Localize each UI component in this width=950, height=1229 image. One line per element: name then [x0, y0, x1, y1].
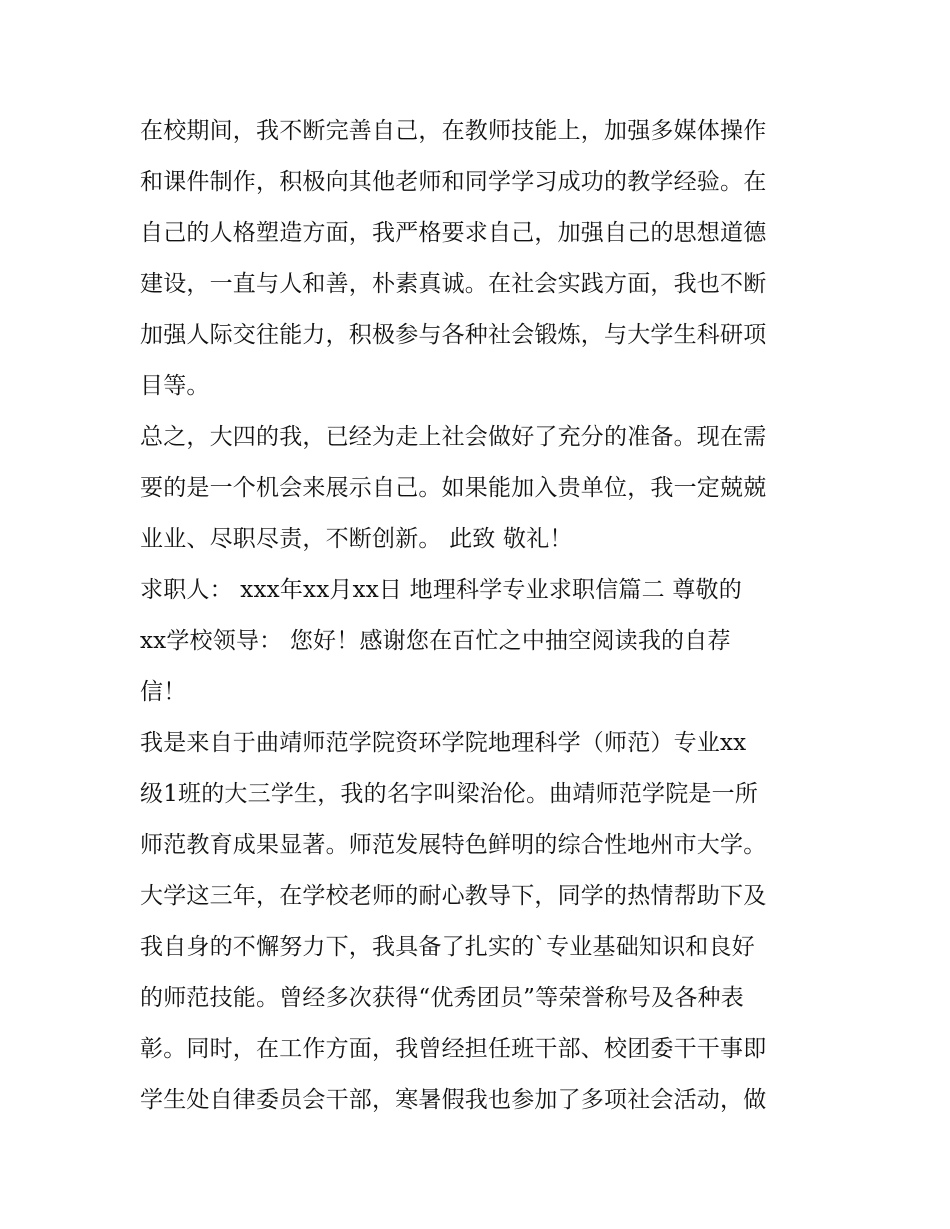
text-line: 级1班的大三学生，我的名字叫梁治伦。曲靖师范学院是一所	[140, 781, 759, 807]
text-line: 在校期间，我不断完善自己，在教师技能上，加强多媒体操作	[140, 118, 767, 144]
text-line: 和课件制作，积极向其他老师和同学学习成功的教学经验。在	[140, 169, 767, 195]
text-line: 建设，一直与人和善，朴素真诚。在社会实践方面，我也不断	[140, 271, 767, 297]
text-line: xx学校领导： 您好！感谢您在百忙之中抽空阅读我的自荐	[140, 628, 731, 654]
text-line: 目等。	[140, 373, 210, 399]
text-line: 彰。同时，在工作方面，我曾经担任班干部、校团委干干事即	[140, 1036, 767, 1062]
text-line: 业业、尽职尽责，不断创新。 此致 敬礼！	[140, 526, 573, 552]
text-line: 我是来自于曲靖师范学院资环学院地理科学（师范）专业xx	[140, 730, 747, 756]
document-body	[140, 106, 820, 1126]
text-line: 信！	[140, 679, 187, 705]
text-line: 总之，大四的我，已经为走上社会做好了充分的准备。现在需	[140, 424, 767, 450]
text-line: 求职人： xxx年xx月xx日 地理科学专业求职信篇二 尊敬的	[140, 577, 742, 603]
text-line: 加强人际交往能力，积极参与各种社会锻炼，与大学生科研项	[140, 322, 767, 348]
text-line: 自己的人格塑造方面，我严格要求自己，加强自己的思想道德	[140, 220, 767, 246]
text-line: 大学这三年，在学校老师的耐心教导下，同学的热情帮助下及	[140, 883, 767, 909]
text-line: 要的是一个机会来展示自己。如果能加入贵单位，我一定兢兢	[140, 475, 767, 501]
text-line: 师范教育成果显著。师范发展特色鲜明的综合性地州市大学。	[140, 832, 767, 858]
text-line: 学生处自律委员会干部，寒暑假我也参加了多项社会活动，做	[140, 1087, 767, 1113]
text-line: 的师范技能。曾经多次获得“优秀团员”等荣誉称号及各种表	[140, 985, 744, 1011]
text-line: 我自身的不懈努力下，我具备了扎实的`专业基础知识和良好	[140, 934, 755, 960]
